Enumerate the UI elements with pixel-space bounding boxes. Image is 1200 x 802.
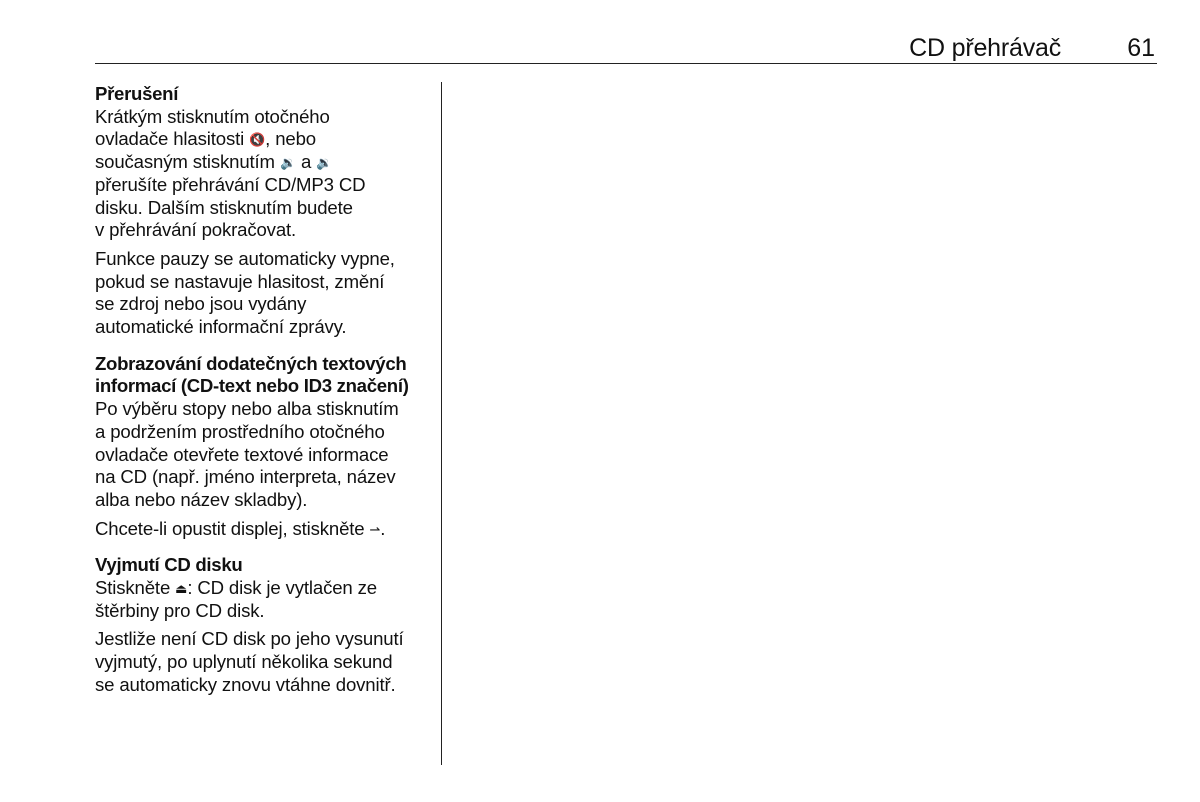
text-line: pokud se nastavuje hlasitost, změní	[95, 270, 385, 292]
text-line: Jestliže není CD disk po jeho vysunutí	[95, 628, 404, 650]
text-line: : CD disk je vytlačen ze	[187, 577, 377, 599]
section-heading-cdtext	[95, 353, 431, 398]
chapter-title: CD přehrávač	[909, 34, 1061, 62]
left-column	[95, 83, 431, 697]
mute-icon: 🔇	[249, 132, 266, 148]
text-line: a podržením prostředního otočného	[95, 420, 385, 442]
cdtext-paragraph-1	[95, 398, 431, 512]
text-line: Funkce pauzy se automaticky vypne,	[95, 247, 395, 269]
eject-icon: ⏏	[175, 581, 188, 597]
text-line: disku. Dalším stisknutím budete	[95, 196, 353, 218]
text-line: vyjmutý, po uplynutí několika sekund	[95, 651, 393, 673]
text-line: Krátkým stisknutím otočného	[95, 105, 330, 127]
text-line: se automaticky znovu vtáhne dovnitř.	[95, 673, 396, 695]
text-line: ovladače hlasitosti	[95, 128, 245, 150]
text-line: Chcete-li opustit displej, stiskněte	[95, 517, 365, 539]
eject-paragraph-1	[95, 577, 431, 622]
cdtext-paragraph-2	[95, 518, 431, 541]
pause-paragraph-1	[95, 106, 431, 242]
text-line: štěrbiny pro CD disk.	[95, 599, 265, 621]
section-heading-pause: Přerušení	[95, 83, 179, 104]
text-line: Po výběru stopy nebo alba stisknutím	[95, 398, 399, 420]
back-icon: ⇀	[369, 521, 381, 537]
eject-paragraph-2	[95, 628, 431, 696]
heading-line: Zobrazování dodatečných textových	[95, 352, 407, 374]
column-divider	[441, 82, 442, 765]
text-line: .	[380, 517, 386, 539]
text-line: současným stisknutím	[95, 151, 275, 173]
text-line: a	[301, 151, 312, 173]
text-line: alba nebo název skladby).	[95, 488, 308, 510]
text-line: automatické informační zprávy.	[95, 316, 347, 338]
text-line: ovladače otevřete textové informace	[95, 443, 389, 465]
text-line: v přehrávání pokračovat.	[95, 219, 297, 241]
heading-line: informací (CD-text nebo ID3 značení)	[95, 375, 409, 397]
volume-down-icon: 🔉	[279, 155, 296, 171]
section-heading-eject: Vyjmutí CD disku	[95, 554, 243, 576]
pause-paragraph-2	[95, 248, 431, 339]
volume-up-icon: 🔉	[316, 155, 333, 171]
text-line: na CD (např. jméno interpreta, název	[95, 466, 396, 488]
text-line: přerušíte přehrávání CD/MP3 CD	[95, 173, 366, 195]
page-header	[95, 33, 1157, 64]
text-line: Stiskněte	[95, 577, 171, 599]
page-number: 61	[1127, 34, 1155, 62]
text-line: se zdroj nebo jsou vydány	[95, 293, 307, 315]
text-line: , nebo	[265, 128, 316, 150]
